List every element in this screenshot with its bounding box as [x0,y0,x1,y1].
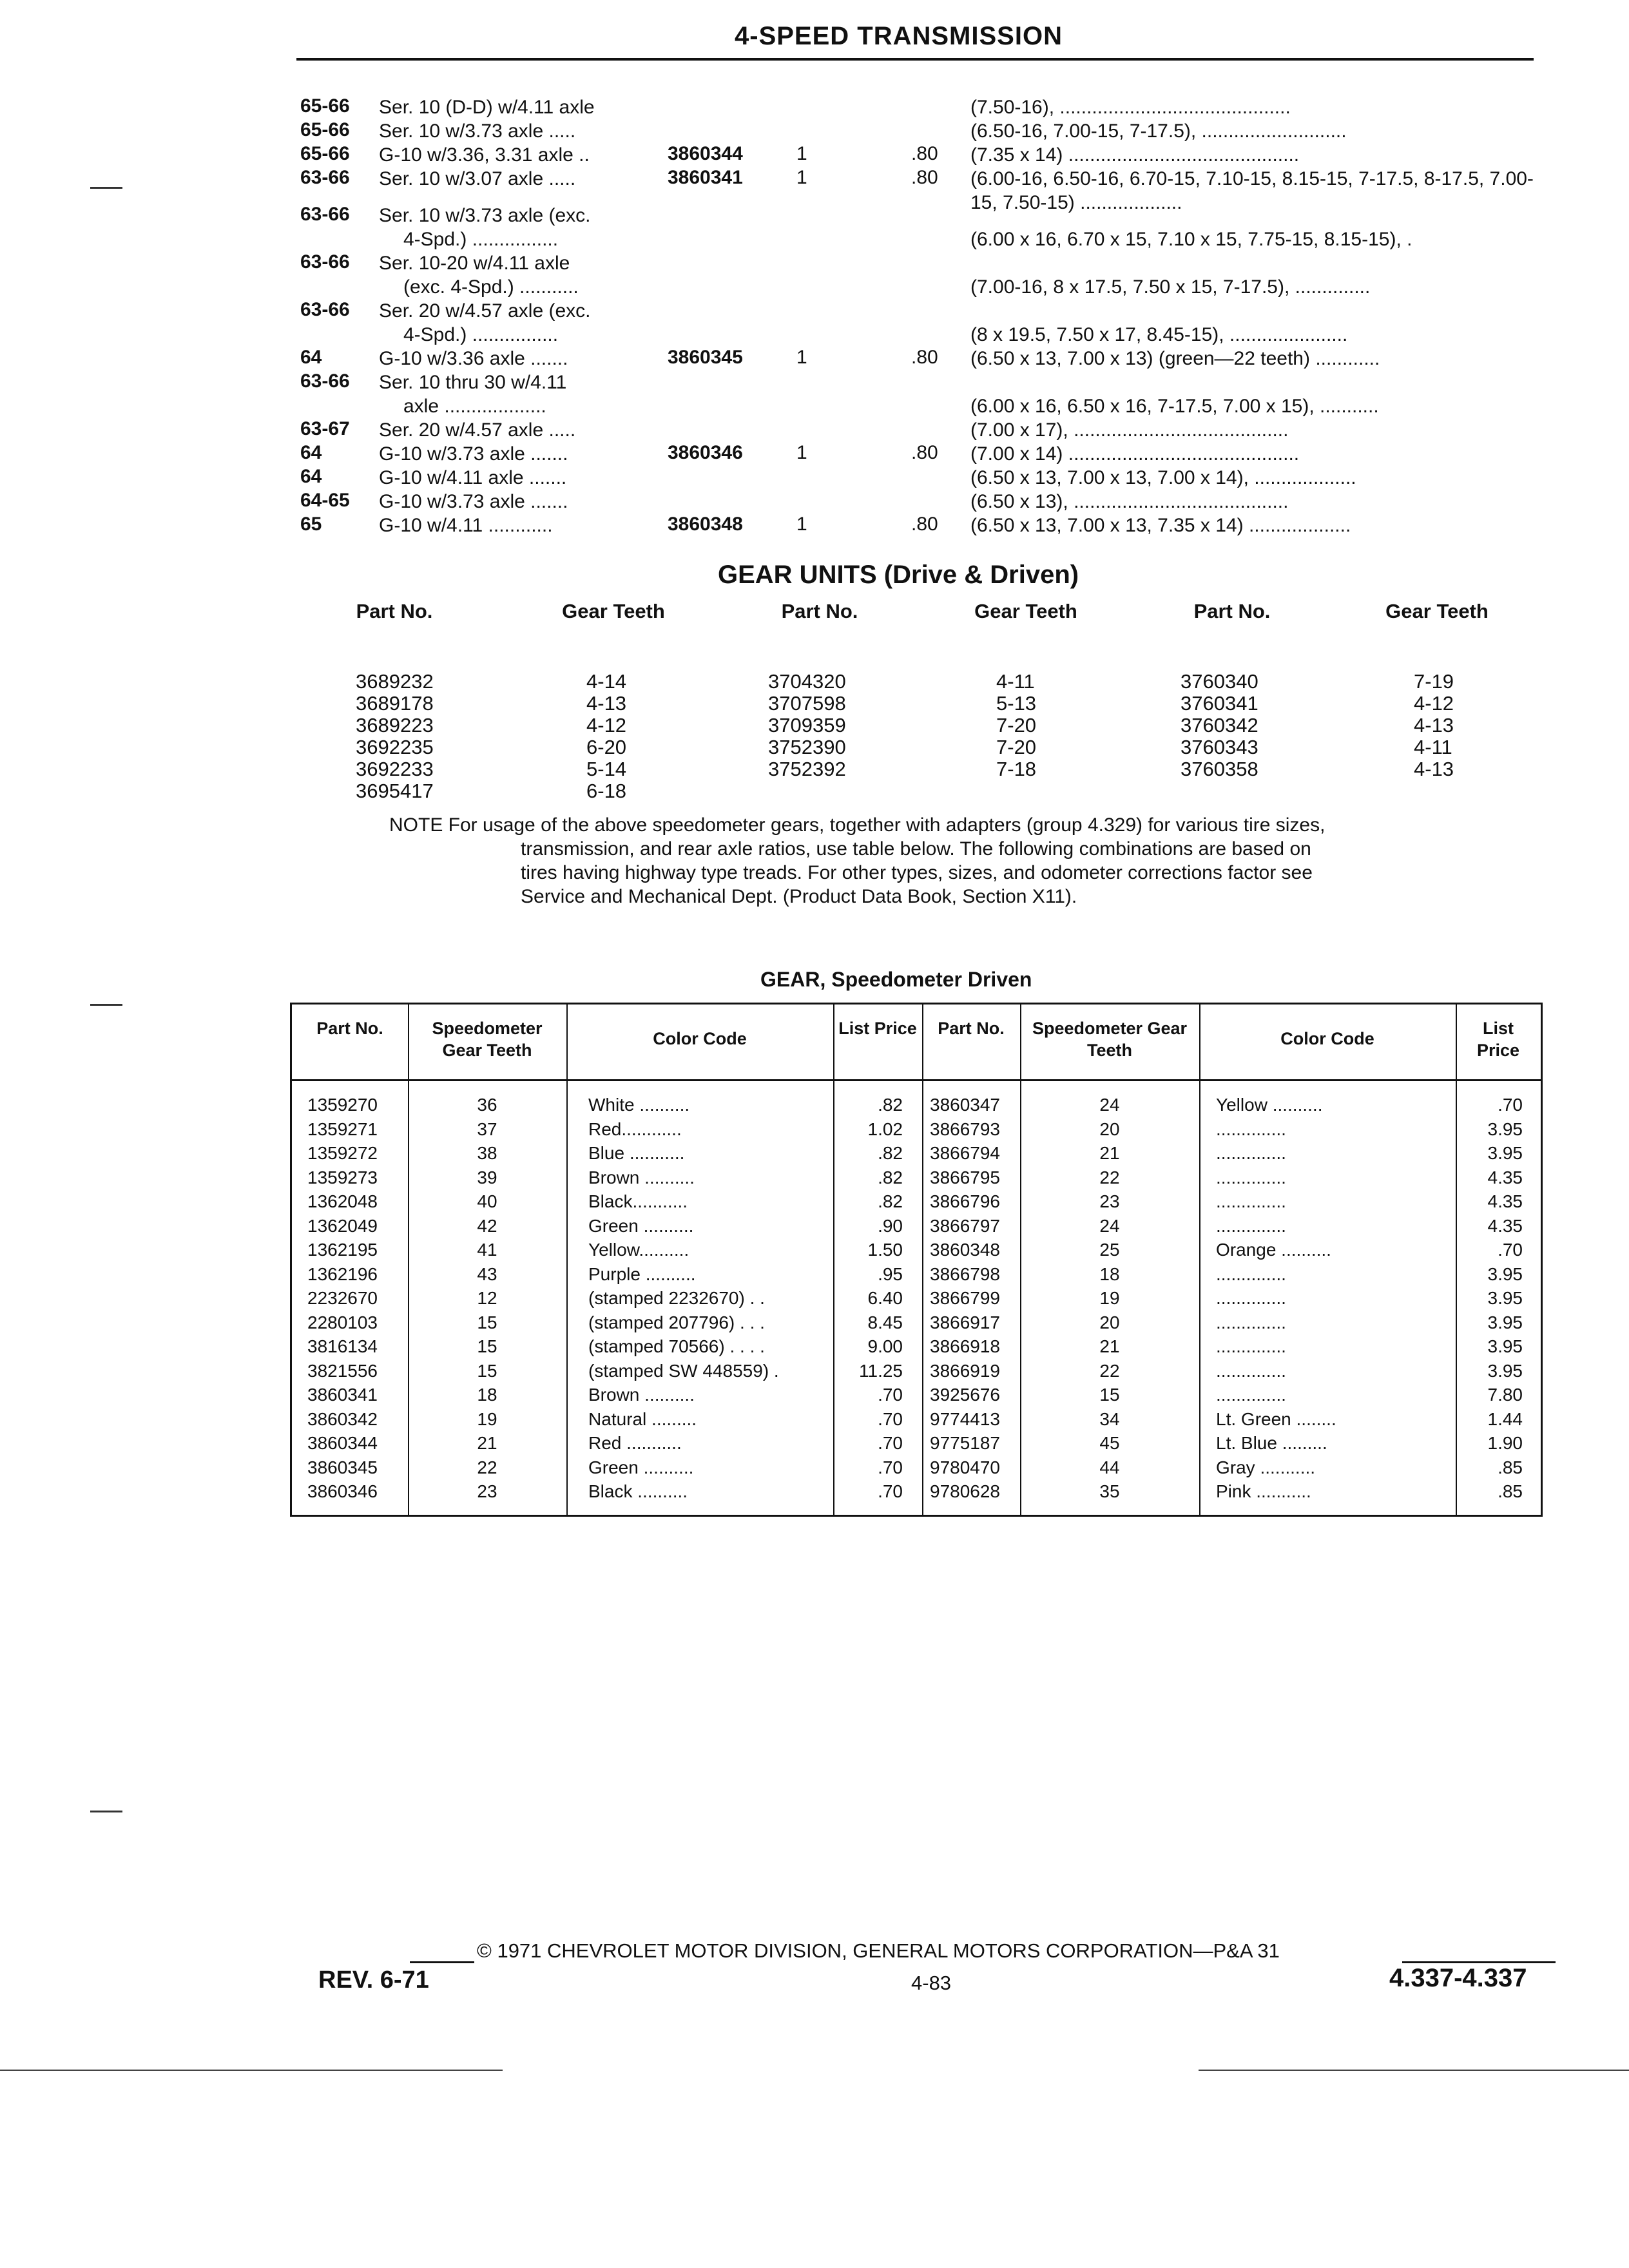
speedometer-gear-teeth: 38 [477,1143,497,1163]
note-line: NOTE For usage of the above speedometer gears, together with adapters (group 4.329) for various tire sizes, [389,814,1325,836]
tire-sizes: (6.00-16, 6.50-16, 6.70-15, 7.10-15, 8.15-15, 7-17.5, 8-17.5, 7.00-15, 7.50-15) ................... [970,168,1534,213]
bottom-rule [1199,2070,1629,2071]
speedometer-gear-teeth: 40 [477,1191,497,1211]
note-line: transmission, and rear axle ratios, use table below. The following combinations are based on [521,838,1311,860]
speedometer-part-number: 3866794 [930,1143,1001,1163]
footer-section-number: 4.337-4.337 [1389,1964,1527,1992]
application-row [300,490,1550,514]
application-row [300,466,1550,490]
speedometer-part-number: 1359271 [307,1119,378,1139]
color-code: Green .......... [588,1215,694,1236]
gear-teeth: 4-11 [996,670,1035,693]
description-line: Ser. 10 (D-D) w/4.11 axle [379,97,595,118]
speedometer-gear-teeth: 42 [477,1215,497,1236]
model-years: 64 [300,442,322,463]
model-years: 63-66 [300,299,350,320]
tire-sizes: (6.50 x 13, 7.00 x 13, 7.35 x 14) ................... [970,515,1351,536]
quantity: 1 [796,143,807,164]
color-code: .............. [1216,1143,1286,1163]
note-line: Service and Mechanical Dept. (Product Data Book, Section X11). [521,886,1077,907]
tire-sizes: (6.00 x 16, 6.70 x 15, 7.10 x 15, 7.75-15, 8.15-15), . [970,229,1412,250]
application-row [300,442,1550,466]
speedometer-column-header: List Price [838,1019,917,1038]
part-number: 3860344 [668,143,743,164]
column-rule [566,1004,568,1515]
speedometer-gear-teeth: 22 [1099,1167,1120,1187]
speedometer-part-number: 3816134 [307,1336,378,1356]
list-price: .85 [1498,1457,1523,1477]
speedometer-part-number: 1359273 [307,1167,378,1187]
list-price: 1.50 [867,1240,903,1260]
gear-part-number: 3760358 [1181,758,1258,780]
footer-rule-right [1402,1961,1556,1963]
part-number: 3860345 [668,347,743,368]
color-code: Black........... [588,1191,688,1211]
title-rule [296,58,1534,61]
list-price: 3.95 [1487,1119,1523,1139]
gear-units-title: GEAR UNITS (Drive & Driven) [718,561,1079,589]
application-description [379,251,959,299]
speedometer-table-title: GEAR, Speedometer Driven [760,968,1032,991]
description-line: 4-Spd.) ................ [403,229,559,250]
speedometer-part-number: 3866793 [930,1119,1001,1139]
gear-units-column-header: Part No. [781,600,858,622]
color-code: Black .......... [588,1481,688,1501]
gear-teeth: 4-13 [1414,758,1454,780]
color-code: .............. [1216,1191,1286,1211]
speedometer-part-number: 1362048 [307,1191,378,1211]
speedometer-gear-teeth: 44 [1099,1457,1120,1477]
gear-part-number: 3760342 [1181,714,1258,736]
color-code: .............. [1216,1360,1286,1381]
color-code: (stamped 70566) . . . . [588,1336,765,1356]
application-row [300,167,1550,213]
model-years: 65-66 [300,95,350,117]
footer-revision: REV. 6-71 [318,1966,429,1994]
list-price: 3.95 [1487,1143,1523,1163]
color-code: .............. [1216,1336,1286,1356]
description-line: axle ................... [403,396,546,417]
list-price: .70 [1498,1095,1523,1115]
color-code: Pink ........... [1216,1481,1311,1501]
description-line: Ser. 20 w/4.57 axle (exc. [379,300,591,322]
color-code: .............. [1216,1312,1286,1332]
list-price: .70 [878,1408,903,1429]
speedometer-part-number: 3866798 [930,1264,1001,1284]
speedometer-gear-teeth: 18 [1099,1264,1120,1284]
application-row [300,95,1550,119]
color-code: .............. [1216,1167,1286,1187]
gear-part-number: 3707598 [768,692,846,715]
list-price: .82 [878,1143,903,1163]
application-row [300,299,1550,347]
part-number: 3860348 [668,514,743,535]
color-code: Yellow.......... [588,1240,689,1260]
color-code: Blue ........... [588,1143,685,1163]
quantity: 1 [796,167,807,188]
color-code: Green .......... [588,1457,694,1477]
speedometer-gear-teeth: 36 [477,1095,497,1115]
color-code: (stamped 207796) . . . [588,1312,765,1332]
gear-part-number: 3760341 [1181,692,1258,715]
gear-teeth: 4-13 [586,692,627,715]
tire-sizes: (7.50-16), ........................................... [970,97,1291,118]
speedometer-column-header: List Price [1476,1019,1520,1060]
color-code: Brown .......... [588,1167,695,1187]
speedometer-column-header: Part No. [938,1019,1005,1038]
description-line: G-10 w/4.11 axle ....... [379,467,567,488]
speedometer-gear-teeth: 34 [1099,1408,1120,1429]
description-line: Ser. 20 w/4.57 axle ..... [379,419,576,441]
gear-teeth: 4-14 [586,670,627,693]
quantity: 1 [796,442,807,463]
tire-sizes: (7.00 x 14) ........................................... [970,443,1300,465]
description-line: (exc. 4-Spd.) ........... [403,276,579,298]
speedometer-gear-teeth: 24 [1099,1095,1120,1115]
applications-list [300,95,1550,537]
color-code: Red............ [588,1119,682,1139]
list-price: 3.95 [1487,1264,1523,1284]
bottom-rule [0,2070,503,2071]
model-years: 63-67 [300,418,350,439]
list-price: .70 [1498,1240,1523,1260]
footer-page-number: 4-83 [911,1972,952,1994]
application-description [379,490,959,514]
speedometer-part-number: 3860344 [307,1433,378,1453]
gear-units-column-header: Gear Teeth [1385,600,1489,622]
gear-part-number: 3752390 [768,736,846,758]
speedometer-part-number: 3860346 [307,1481,378,1501]
application-row [300,418,1550,442]
list-price: .70 [878,1433,903,1453]
application-description [379,299,959,347]
model-years: 65 [300,514,322,535]
color-code: Natural ......... [588,1408,697,1429]
description-line: Ser. 10 w/3.73 axle (exc. [379,205,591,226]
speedometer-gear-teeth: 15 [477,1336,497,1356]
color-code: Gray ........... [1216,1457,1316,1477]
list-price: 4.35 [1487,1215,1523,1236]
model-years: 65-66 [300,119,350,140]
description-line: G-10 w/3.73 axle ....... [379,443,568,465]
gear-part-number: 3704320 [768,670,846,693]
gear-units-column-header: Part No. [1193,600,1271,622]
color-code: Lt. Blue ......... [1216,1433,1327,1453]
tire-sizes: (6.50 x 13), ........................................ [970,491,1289,512]
speedometer-gear-teeth: 45 [1099,1433,1120,1453]
list-price: 4.35 [1487,1167,1523,1187]
model-years: 63-66 [300,370,350,392]
gear-teeth: 7-20 [996,714,1037,736]
application-row [300,204,1550,251]
list-price: 3.95 [1487,1360,1523,1381]
speedometer-gear-teeth: 24 [1099,1215,1120,1236]
color-code: (stamped SW 448559) . [588,1360,779,1381]
color-code: Lt. Green ........ [1216,1408,1336,1429]
gear-part-number: 3709359 [768,714,846,736]
gear-part-number: 3760340 [1181,670,1258,693]
application-row [300,370,1550,418]
list-price: .82 [878,1167,903,1187]
speedometer-gear-teeth: 20 [1099,1119,1120,1139]
application-description [379,204,959,251]
speedometer-part-number: 3821556 [307,1360,378,1381]
speedometer-part-number: 3866917 [930,1312,1001,1332]
model-years: 63-66 [300,251,350,273]
footer-rule-left [410,1961,474,1963]
model-years: 64 [300,347,322,368]
tire-sizes: (6.50-16, 7.00-15, 7-17.5), ........................... [970,120,1347,142]
gear-part-number: 3752392 [768,758,846,780]
color-code: .............. [1216,1119,1286,1139]
quantity: 1 [796,514,807,535]
speedometer-part-number: 1359270 [307,1095,378,1115]
list-price: 6.40 [867,1288,903,1308]
speedometer-gear-teeth: 18 [477,1385,497,1405]
gear-part-number: 3689232 [356,670,434,693]
speedometer-part-number: 3860347 [930,1095,1001,1115]
list-price: .80 [911,442,938,463]
gear-teeth: 7-19 [1414,670,1454,693]
color-code: .............. [1216,1264,1286,1284]
model-years: 64 [300,466,322,487]
list-price: 7.80 [1487,1385,1523,1405]
list-price: .90 [878,1215,903,1236]
list-price: 3.95 [1487,1312,1523,1332]
list-price: .80 [911,167,938,188]
gear-teeth: 7-20 [996,736,1037,758]
tire-sizes: (6.50 x 13, 7.00 x 13) (green—22 teeth) ............ [970,348,1380,369]
gear-teeth: 6-18 [586,780,627,802]
list-price: 3.95 [1487,1288,1523,1308]
speedometer-part-number: 3866796 [930,1191,1001,1211]
application-row [300,347,1550,370]
speedometer-part-number: 3860348 [930,1240,1001,1260]
speedometer-gear-teeth: 19 [477,1408,497,1429]
tire-sizes: (6.00 x 16, 6.50 x 16, 7-17.5, 7.00 x 15), ........... [970,396,1379,417]
speedometer-part-number: 1362049 [307,1215,378,1236]
speedometer-part-number: 3860345 [307,1457,378,1477]
speedometer-column-header: Speedometer Gear Teeth [432,1019,543,1060]
description-line: G-10 w/4.11 ............ [379,515,553,536]
speedometer-column-header: Color Code [653,1029,747,1048]
gear-part-number: 3760343 [1181,736,1258,758]
gear-teeth: 4-11 [1414,736,1452,758]
part-number: 3860341 [668,167,743,188]
application-row [300,514,1550,537]
description-line: Ser. 10 thru 30 w/4.11 [379,372,567,393]
gear-part-number: 3689223 [356,714,434,736]
speedometer-gear-teeth: 20 [1099,1312,1120,1332]
gear-units-column-header: Gear Teeth [974,600,1077,622]
application-description [379,418,959,442]
list-price: 1.90 [1487,1433,1523,1453]
speedometer-part-number: 2280103 [307,1312,378,1332]
list-price: 11.25 [859,1360,903,1381]
usage-note [389,813,1549,908]
margin-mark [90,1811,122,1812]
margin-mark [90,1004,122,1006]
speedometer-gear-teeth: 43 [477,1264,497,1284]
note-line: tires having highway type treads. For other types, sizes, and odometer corrections factor see [521,862,1313,883]
header-rule [292,1079,1541,1081]
list-price: 1.02 [867,1119,903,1139]
color-code: Red ........... [588,1433,682,1453]
speedometer-gear-teeth: 25 [1099,1240,1120,1260]
gear-part-number: 3692235 [356,736,434,758]
gear-units-column-header: Gear Teeth [562,600,665,622]
tire-sizes: (7.00-16, 8 x 17.5, 7.50 x 15, 7-17.5), .............. [970,276,1371,298]
speedometer-gear-teeth: 15 [477,1360,497,1381]
gear-units-column-header: Part No. [356,600,433,622]
description-line: G-10 w/3.36, 3.31 axle .. [379,144,590,166]
list-price: .80 [911,514,938,535]
list-price: 1.44 [1487,1408,1523,1429]
column-rule [922,1004,923,1515]
gear-teeth: 4-12 [586,714,627,736]
speedometer-part-number: 3866919 [930,1360,1001,1381]
speedometer-part-number: 9775187 [930,1433,1001,1453]
speedometer-gear-teeth: 35 [1099,1481,1120,1501]
speedometer-table [290,1003,1543,1517]
speedometer-column-header: Color Code [1280,1029,1374,1048]
part-number: 3860346 [668,442,743,463]
color-code: White .......... [588,1095,690,1115]
page-title: 4-SPEED TRANSMISSION [735,22,1063,50]
application-description [379,119,959,143]
speedometer-part-number: 3866799 [930,1288,1001,1308]
gear-part-number: 3689178 [356,692,434,715]
list-price: .82 [878,1095,903,1115]
speedometer-gear-teeth: 19 [1099,1288,1120,1308]
model-years: 63-66 [300,204,350,225]
quantity: 1 [796,347,807,368]
footer-copyright: © 1971 CHEVROLET MOTOR DIVISION, GENERAL MOTORS CORPORATION—P&A 31 [477,1939,1280,1962]
list-price: 8.45 [867,1312,903,1332]
speedometer-part-number: 3860341 [307,1385,378,1405]
speedometer-gear-teeth: 21 [1099,1143,1120,1163]
gear-part-number: 3695417 [356,780,434,802]
tire-sizes: (7.00 x 17), ........................................ [970,419,1289,441]
column-rule [1199,1004,1200,1515]
color-code: .............. [1216,1385,1286,1405]
speedometer-gear-teeth: 15 [1099,1385,1120,1405]
list-price: .70 [878,1457,903,1477]
list-price: 3.95 [1487,1336,1523,1356]
color-code: (stamped 2232670) . . [588,1288,765,1308]
gear-teeth: 5-14 [586,758,627,780]
application-row [300,119,1550,143]
list-price: .70 [878,1385,903,1405]
speedometer-column-header: Part No. [316,1019,383,1038]
speedometer-gear-teeth: 12 [477,1288,497,1308]
speedometer-part-number: 3866918 [930,1336,1001,1356]
list-price: 4.35 [1487,1191,1523,1211]
margin-mark [90,187,122,189]
tire-sizes: (7.35 x 14) ........................................... [970,144,1300,166]
color-code: Orange .......... [1216,1240,1331,1260]
color-code: Purple .......... [588,1264,696,1284]
application-row [300,251,1550,299]
speedometer-part-number: 2232670 [307,1288,378,1308]
list-price: .80 [911,347,938,368]
gear-teeth: 6-20 [586,736,627,758]
speedometer-column-header: Speedometer Gear Teeth [1032,1019,1188,1060]
speedometer-gear-teeth: 37 [477,1119,497,1139]
list-price: 9.00 [867,1336,903,1356]
speedometer-part-number: 9780628 [930,1481,1001,1501]
list-price: .85 [1498,1481,1523,1501]
speedometer-gear-teeth: 22 [1099,1360,1120,1381]
application-description [379,370,959,418]
speedometer-part-number: 3925676 [930,1385,1001,1405]
speedometer-part-number: 3866797 [930,1215,1001,1236]
speedometer-gear-teeth: 21 [1099,1336,1120,1356]
description-line: Ser. 10 w/3.07 axle ..... [379,168,576,189]
speedometer-part-number: 3860342 [307,1408,378,1429]
speedometer-part-number: 3866795 [930,1167,1001,1187]
speedometer-part-number: 1362196 [307,1264,378,1284]
description-line: G-10 w/3.73 axle ....... [379,491,568,512]
description-line: Ser. 10-20 w/4.11 axle [379,253,570,274]
speedometer-gear-teeth: 41 [477,1240,497,1260]
gear-teeth: 5-13 [996,692,1037,715]
speedometer-gear-teeth: 23 [1099,1191,1120,1211]
speedometer-part-number: 9780470 [930,1457,1001,1477]
speedometer-part-number: 1359272 [307,1143,378,1163]
speedometer-gear-teeth: 39 [477,1167,497,1187]
model-years: 65-66 [300,143,350,164]
gear-teeth: 4-13 [1414,714,1454,736]
list-price: .70 [878,1481,903,1501]
tire-sizes: (6.50 x 13, 7.00 x 13, 7.00 x 14), ................... [970,467,1356,488]
speedometer-gear-teeth: 15 [477,1312,497,1332]
speedometer-gear-teeth: 22 [477,1457,497,1477]
application-description [379,95,959,119]
gear-teeth: 7-18 [996,758,1037,780]
tire-sizes: (8 x 19.5, 7.50 x 17, 8.45-15), ...................... [970,324,1348,345]
model-years: 63-66 [300,167,350,188]
speedometer-part-number: 1362195 [307,1240,378,1260]
model-years: 64-65 [300,490,350,511]
gear-teeth: 4-12 [1414,692,1454,715]
list-price: .95 [878,1264,903,1284]
application-row [300,143,1550,167]
speedometer-gear-teeth: 21 [477,1433,497,1453]
speedometer-part-number: 9774413 [930,1408,1001,1429]
speedometer-gear-teeth: 23 [477,1481,497,1501]
description-line: 4-Spd.) ................ [403,324,559,345]
list-price: .82 [878,1191,903,1211]
description-line: Ser. 10 w/3.73 axle ..... [379,120,576,142]
gear-part-number: 3692233 [356,758,434,780]
description-line: G-10 w/3.36 axle ....... [379,348,568,369]
color-code: .............. [1216,1215,1286,1236]
color-code: Brown .......... [588,1385,695,1405]
application-description [379,466,959,490]
color-code: .............. [1216,1288,1286,1308]
list-price: .80 [911,143,938,164]
color-code: Yellow .......... [1216,1095,1323,1115]
